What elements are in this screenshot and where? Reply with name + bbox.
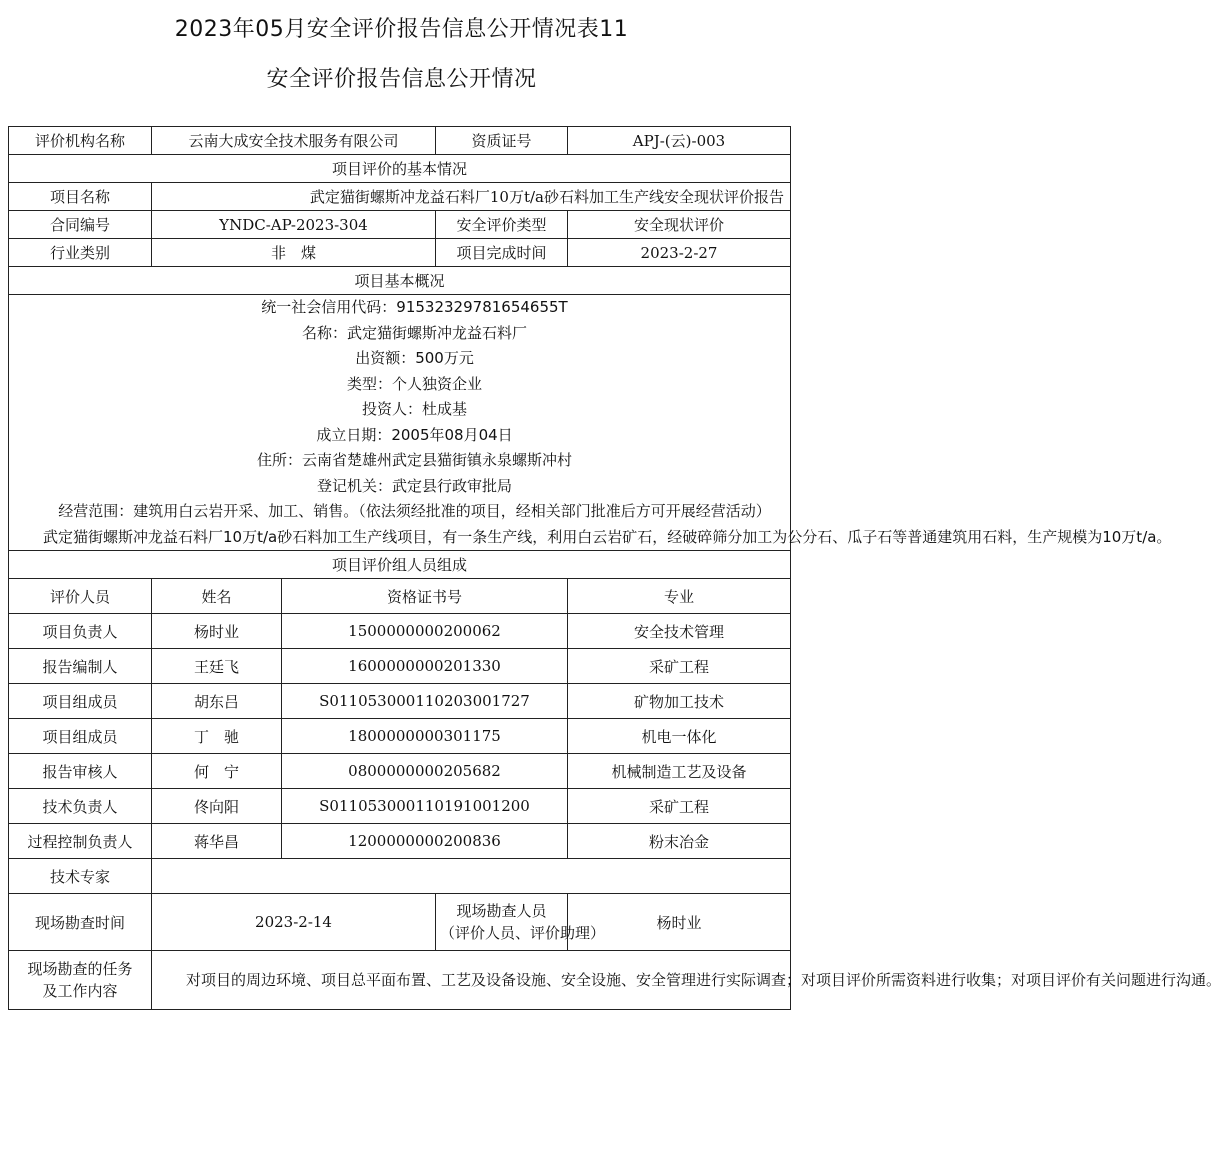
industry-value: 非 煤 [152, 239, 436, 267]
table-row [9, 684, 791, 719]
overview-capital: 出资额：500万元 [355, 349, 474, 367]
industry-label: 行业类别 [9, 239, 152, 267]
overview-scope: 经营范围：建筑用白云岩开采、加工、销售。（依法须经批准的项目，经相关部门批准后方可开展经营活动） [58, 502, 771, 520]
survey-time-value: 2023-2-14 [152, 894, 436, 951]
table-row [9, 719, 791, 754]
page-subtitle: 安全评价报告信息公开情况 [266, 67, 537, 92]
overview-description: 武定猫街螺斯冲龙益石料厂10万t/a砂石料加工生产线项目，有一条生产线，利用白云岩矿石，经破碎筛分加工为公分石、瓜子石等普通建筑用石料，生产规模为10万t/a。 [43, 527, 1172, 546]
member-name: 丁 驰 [152, 719, 282, 754]
complete-value: 2023-2-27 [568, 239, 791, 267]
table-row [9, 614, 791, 649]
member-name: 何 宁 [152, 754, 282, 789]
table-row [9, 789, 791, 824]
member-major: 粉末冶金 [568, 824, 791, 859]
overview-type: 类型：个人独资企业 [347, 374, 483, 393]
member-role: 项目组成员 [9, 684, 152, 719]
table-row [9, 824, 791, 859]
member-major: 机械制造工艺及设备 [568, 754, 791, 789]
member-cert: 0800000000205682 [282, 754, 568, 789]
overview-name: 名称：武定猫街螺斯冲龙益石料厂 [302, 323, 528, 342]
eval-type-label: 安全评价类型 [436, 211, 568, 239]
member-cert: 1200000000200836 [282, 824, 568, 859]
member-cert: S011053000110191001200 [282, 789, 568, 824]
member-name: 蒋华昌 [152, 824, 282, 859]
member-cert: 1500000000200062 [282, 614, 568, 649]
member-role: 技术负责人 [9, 789, 152, 824]
member-cert: 1800000000301175 [282, 719, 568, 754]
page-title: 2023年05月安全评价报告信息公开情况表11 [174, 17, 629, 42]
table-row [9, 754, 791, 789]
expert-label: 技术专家 [9, 859, 152, 894]
org-label: 评价机构名称 [9, 127, 152, 155]
overview-credit-code: 统一社会信用代码：91532329781654655T [261, 298, 568, 316]
project-name-value: 武定猫街螺斯冲龙益石料厂10万t/a砂石料加工生产线安全现状评价报告 [152, 183, 791, 211]
column-header-name: 姓名 [152, 579, 282, 614]
cert-label: 资质证号 [436, 127, 568, 155]
disclosure-table [8, 126, 1221, 1010]
member-role: 项目负责人 [9, 614, 152, 649]
expert-value [152, 859, 791, 894]
survey-people-value: 杨时业 [568, 894, 791, 951]
member-role: 报告审核人 [9, 754, 152, 789]
overview-heading: 项目基本概况 [9, 267, 791, 295]
member-cert: 1600000000201330 [282, 649, 568, 684]
column-header-cert: 资格证书号 [282, 579, 568, 614]
member-role: 项目组成员 [9, 719, 152, 754]
member-role: 过程控制负责人 [9, 824, 152, 859]
task-label-line1: 现场勘查的任务 [27, 960, 133, 978]
expert-row [9, 859, 791, 894]
basic-heading: 项目评价的基本情况 [9, 155, 791, 183]
survey-row [9, 894, 791, 951]
task-content: 对项目的周边环境、项目总平面布置、工艺及设备设施、安全设施、安全管理进行实际调查；对项目评价所需资料进行收集；对项目评价有关问题进行沟通。 [152, 951, 791, 1010]
overview-investor: 投资人：杜成基 [362, 400, 468, 418]
org-value: 云南大成安全技术服务有限公司 [152, 127, 436, 155]
survey-people-label-line2: （评价人员、评价助理） [440, 924, 606, 942]
member-cert: S011053000110203001727 [282, 684, 568, 719]
project-name-label: 项目名称 [9, 183, 152, 211]
survey-people-label-line1: 现场勘查人员 [456, 902, 547, 920]
member-name: 杨时业 [152, 614, 282, 649]
member-major: 矿物加工技术 [568, 684, 791, 719]
member-major: 安全技术管理 [568, 614, 791, 649]
eval-type-value: 安全现状评价 [568, 211, 791, 239]
task-row [9, 951, 791, 1010]
task-label [9, 951, 152, 1010]
team-heading: 项目评价组人员组成 [9, 551, 791, 579]
member-role: 报告编制人 [9, 649, 152, 684]
overview-authority: 登记机关：武定县行政审批局 [317, 476, 513, 495]
member-name: 胡东吕 [152, 684, 282, 719]
member-major: 采矿工程 [568, 649, 791, 684]
team-header-row [9, 579, 791, 614]
member-major: 机电一体化 [568, 719, 791, 754]
task-label-line2: 及工作内容 [42, 982, 118, 1000]
column-header-role: 评价人员 [9, 579, 152, 614]
overview-content [9, 295, 1172, 551]
cert-value: APJ-(云)-003 [568, 127, 791, 155]
contract-value: YNDC-AP-2023-304 [152, 211, 436, 239]
complete-label: 项目完成时间 [436, 239, 568, 267]
column-header-major: 专业 [568, 579, 791, 614]
survey-time-label: 现场勘查时间 [9, 894, 152, 951]
member-name: 王廷飞 [152, 649, 282, 684]
survey-people-label [436, 894, 606, 951]
member-name: 佟向阳 [152, 789, 282, 824]
contract-label: 合同编号 [9, 211, 152, 239]
member-major: 采矿工程 [568, 789, 791, 824]
overview-founded: 成立日期：2005年08月04日 [316, 425, 513, 444]
table-row [9, 649, 791, 684]
org-row [9, 127, 791, 155]
overview-address: 住所：云南省楚雄州武定县猫街镇永泉螺斯冲村 [257, 451, 573, 469]
